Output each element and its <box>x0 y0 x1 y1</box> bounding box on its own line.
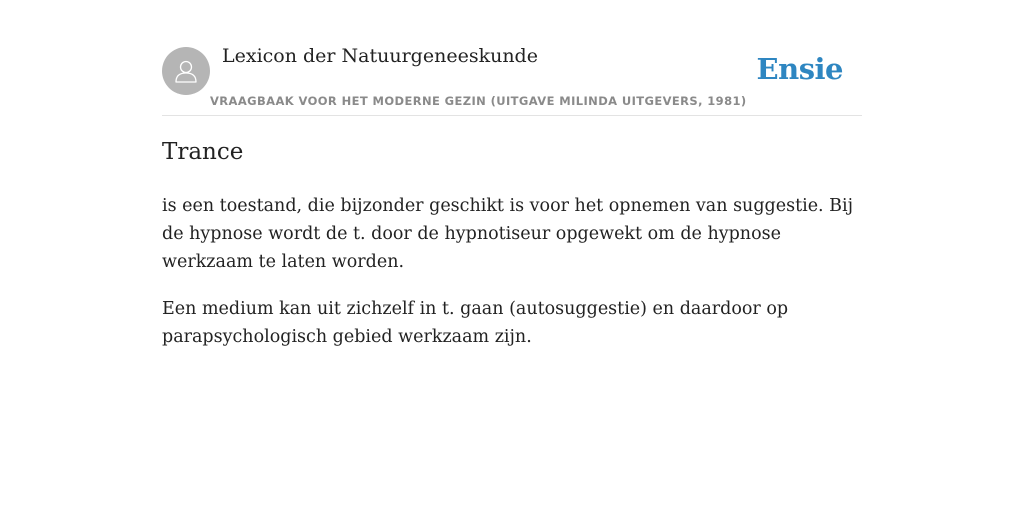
source-title[interactable]: Lexicon der Natuurgeneeskunde <box>222 45 538 67</box>
source-subtitle: VRAAGBAAK VOOR HET MODERNE GEZIN (UITGAVE MILINDA UITGEVERS, 1981) <box>210 94 747 108</box>
entry-paragraph: Een medium kan uit zichzelf in t. gaan (autosuggestie) en daardoor op parapsychologisch gebied werkzaam zijn. <box>162 299 789 347</box>
source-header <box>162 0 862 116</box>
page-container <box>162 0 862 347</box>
user-icon <box>171 56 201 86</box>
entry-body <box>162 192 862 370</box>
avatar[interactable] <box>162 47 210 95</box>
entry-paragraph: is een toestand, die bijzonder geschikt is voor het opnemen van suggestie. Bij de hypnose wordt de t. door de hypnotiseur opgewekt om de hypnose werkzaam te laten worden. <box>162 196 854 272</box>
entry-title: Trance <box>162 139 244 165</box>
ensie-logo[interactable]: Ensie <box>756 52 843 86</box>
